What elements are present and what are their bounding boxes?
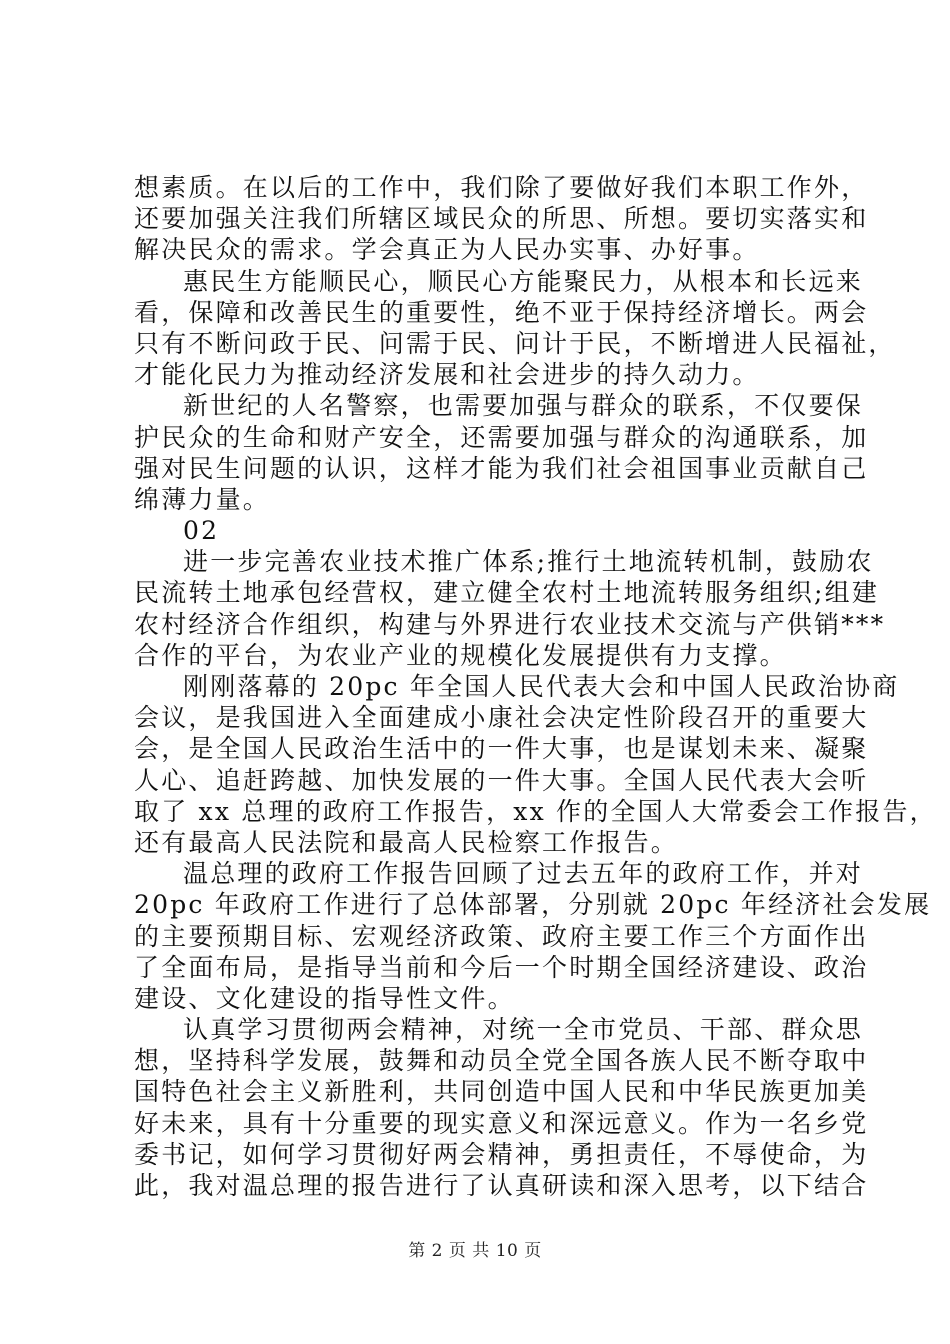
text-line: 会议，是我国进入全面建成小康社会决定性阶段召开的重要大: [134, 703, 869, 733]
text-line: 委书记，如何学习贯彻好两会精神，勇担责任，不辱使命，为: [134, 1139, 869, 1169]
text-line: 02: [183, 516, 220, 546]
text-line: 合作的平台，为农业产业的规模化发展提供有力支撑。: [134, 640, 787, 670]
text-line: 进一步完善农业技术推广体系;推行土地流转机制，鼓励农: [183, 547, 874, 577]
text-line: 只有不断问政于民、问需于民、问计于民，不断增进人民福祉，: [134, 328, 896, 358]
text-line: 人心、追赶跨越、加快发展的一件大事。全国人民代表大会听: [134, 765, 869, 795]
text-line: 认真学习贯彻两会精神，对统一全市党员、干部、群众思: [183, 1015, 864, 1045]
text-line: 会，是全国人民政治生活中的一件大事，也是谋划未来、凝聚: [134, 734, 869, 764]
document-body: [134, 172, 937, 1201]
text-line: 取了 xx 总理的政府工作报告，xx 作的全国人大常委会工作报告，: [134, 796, 937, 826]
text-line: 还有最高人民法院和最高人民检察工作报告。: [134, 827, 679, 857]
text-line: 看，保障和改善民生的重要性，绝不亚于保持经济增长。两会: [134, 297, 869, 327]
text-line: 护民众的生命和财产安全，还需要加强与群众的沟通联系，加: [134, 422, 869, 452]
text-line: 还要加强关注我们所辖区域民众的所思、所想。要切实落实和: [134, 204, 869, 234]
text-line: 解决民众的需求。学会真正为人民办实事、办好事。: [134, 235, 760, 265]
text-line: 刚刚落幕的 20pc 年全国人民代表大会和中国人民政治协商: [183, 672, 900, 701]
text-line: 了全面布局，是指导当前和今后一个时期全国经济建设、政治: [134, 952, 869, 982]
text-line: 强对民生问题的认识，这样才能为我们社会祖国事业贡献自己: [134, 453, 869, 483]
text-line: 好未来，具有十分重要的现实意义和深远意义。作为一名乡党: [134, 1108, 869, 1138]
text-line: 20pc 年政府工作进行了总体部署，分别就 20pc 年经济社会发展: [134, 890, 932, 920]
text-line: 农村经济合作组织，构建与外界进行农业技术交流与产供销***: [134, 609, 886, 639]
page-footer: 第 2 页 共 10 页: [408, 1241, 542, 1261]
text-line: 温总理的政府工作报告回顾了过去五年的政府工作，并对: [183, 859, 864, 889]
text-line: 的主要预期目标、宏观经济政策、政府主要工作三个方面作出: [134, 921, 869, 951]
text-line: 想，坚持科学发展，鼓舞和动员全党全国各族人民不断夺取中: [134, 1046, 869, 1076]
text-line: 想素质。在以后的工作中，我们除了要做好我们本职工作外，: [134, 173, 869, 202]
text-line: 惠民生方能顺民心，顺民心方能聚民力，从根本和长远来: [183, 266, 864, 296]
text-line: 此，我对温总理的报告进行了认真研读和深入思考，以下结合: [134, 1171, 869, 1200]
text-line: 才能化民力为推动经济发展和社会进步的持久动力。: [134, 360, 760, 390]
text-line: 绵薄力量。: [134, 484, 271, 514]
text-line: 建设、文化建设的指导性文件。: [134, 983, 515, 1013]
text-line: 国特色社会主义新胜利，共同创造中国人民和中华民族更加美: [134, 1077, 869, 1107]
text-line: 新世纪的人名警察，也需要加强与群众的联系，不仅要保: [183, 391, 864, 421]
text-line: 民流转土地承包经营权，建立健全农村土地流转服务组织;组建: [134, 578, 880, 608]
